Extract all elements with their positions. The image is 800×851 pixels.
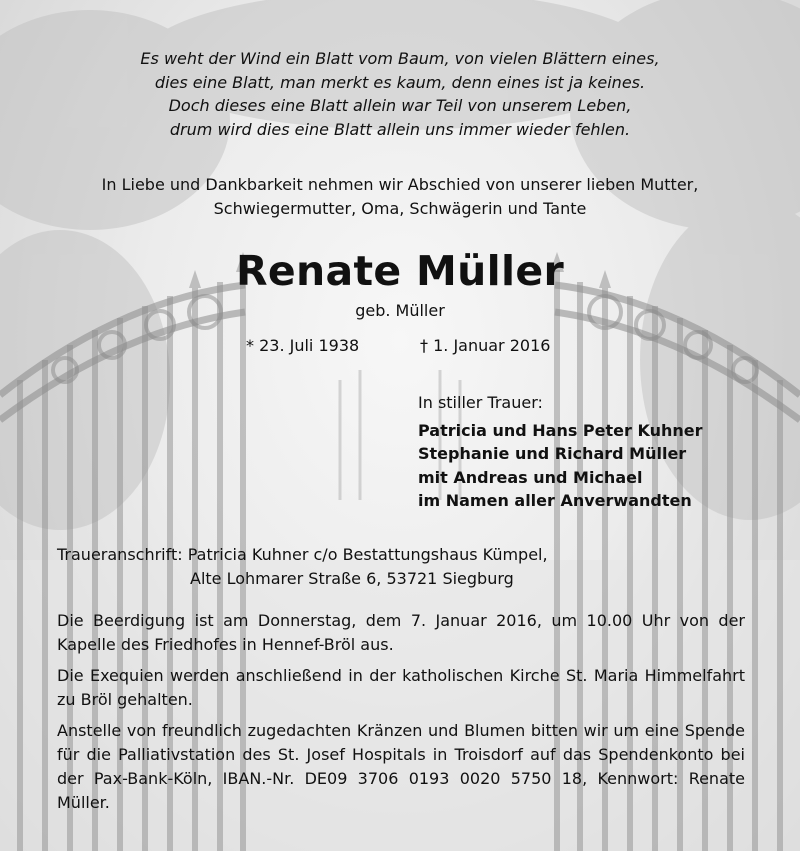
address-line-2: Alte Lohmarer Straße 6, 53721 Siegburg [190,569,514,588]
intro-line: Schwiegermutter, Oma, Schwägerin und Tante [213,199,587,218]
burial-note: Die Beerdigung ist am Donnerstag, dem 7. Januar 2016, um 10.00 Uhr von der Kapelle des Friedhofes in Hennef-Bröl aus. [57,611,745,654]
poem [0,47,800,141]
mourners-list [418,419,703,512]
poem-line: Doch dieses eine Blatt allein war Teil von unserem Leben, [168,96,632,115]
poem-line: dies eine Blatt, man merkt es kaum, denn eines ist ja keines. [154,72,646,92]
mourning-address [57,543,548,591]
donation-note: Anstelle von freundlich zugedachten Kränzen und Blumen bitten wir um eine Spende für die Palliativstation des St. Josef Hospitals in Troisdorf auf das Spendenkonto bei der Pax-Bank-Köln, IBAN.-Nr. DE09 3706 0193 0020 5750 18, Kennwort: Renate Müller. [57,721,745,812]
address-line-1: Traueranschrift: Patricia Kuhner c/o Bestattungshaus Kümpel, [57,545,548,564]
maiden-name: geb. Müller [355,301,445,320]
funeral-notes [57,609,745,822]
mourner-line: mit Andreas und Michael [418,467,643,487]
poem-line: drum wird dies eine Blatt allein uns immer wieder fehlen. [169,119,631,139]
poem-line: Es weht der Wind ein Blatt vom Baum, von vielen Blättern eines, [140,49,660,68]
mourner-line: im Namen aller Anverwandten [418,490,692,510]
requiem-note: Die Exequien werden anschließend in der katholischen Kirche St. Maria Himmelfahrt zu Bröl gehalten. [57,666,745,709]
deceased-name: Renate Müller [236,247,564,295]
mourner-line: Stephanie und Richard Müller [418,444,687,464]
birth-date: * 23. Juli 1938 [246,336,360,355]
death-date: † 1. Januar 2016 [420,336,551,355]
intro-line: In Liebe und Dankbarkeit nehmen wir Abschied von unserer lieben Mutter, [101,175,699,194]
mourners-label: In stiller Trauer: [418,393,543,412]
farewell-intro [0,173,800,221]
mourner-line: Patricia und Hans Peter Kuhner [418,421,703,440]
